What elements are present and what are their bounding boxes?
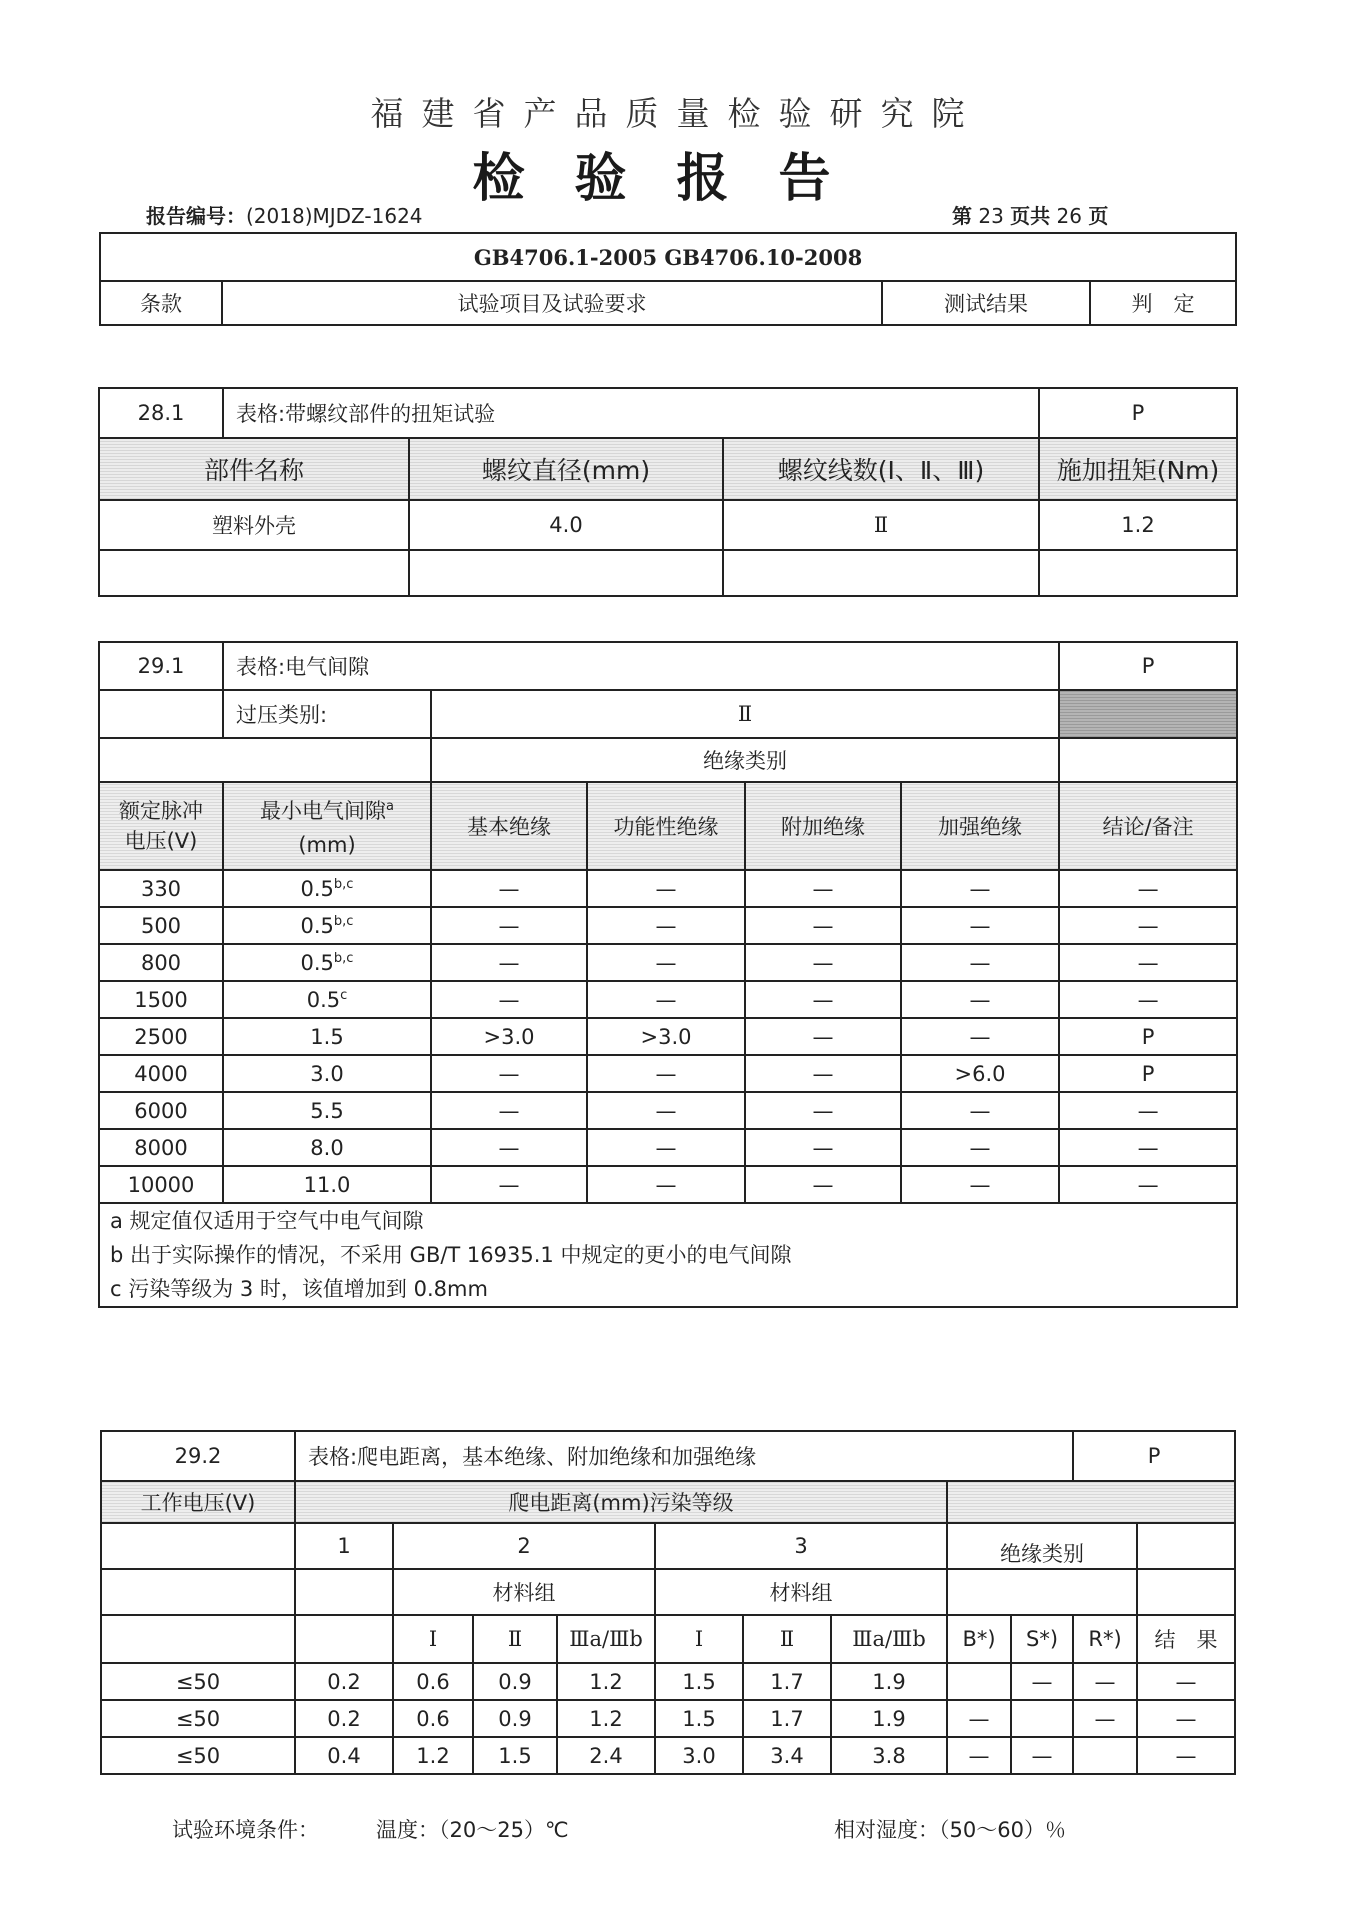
conclusion-value: — [1059, 870, 1237, 907]
reinforced-insulation-value: — [901, 1092, 1059, 1129]
pollution3-mg3: 3.8 [831, 1737, 947, 1774]
mg2-iii: Ⅲa/Ⅲb [557, 1615, 655, 1663]
supplementary-value: — [1011, 1663, 1073, 1700]
min-clearance: 5.5 [223, 1092, 431, 1129]
functional-insulation-value: — [587, 981, 745, 1018]
reinforced-value [1073, 1737, 1137, 1774]
conclusion-value: — [1059, 907, 1237, 944]
rated-voltage: 330 [99, 870, 223, 907]
torque-test-table [98, 387, 1238, 597]
header-reinforced-insulation: 加强绝缘 [901, 782, 1059, 870]
result-value: — [1137, 1700, 1235, 1737]
pollution2-mg2: 1.5 [473, 1737, 557, 1774]
material-group-3: 材料组 [655, 1569, 947, 1615]
header-functional-insulation: 功能性绝缘 [587, 782, 745, 870]
clause-29-2: 29.2 [101, 1431, 295, 1481]
basic-insulation-value: — [431, 944, 587, 981]
rated-voltage: 1500 [99, 981, 223, 1018]
conclusion-value: — [1059, 1129, 1237, 1166]
pollution1-value: 0.2 [295, 1663, 393, 1700]
basic-value [947, 1663, 1011, 1700]
working-voltage: ≤50 [101, 1700, 295, 1737]
pollution3-mg1: 3.0 [655, 1737, 743, 1774]
supplementary-insulation-value: — [745, 981, 901, 1018]
pollution3-mg1: 1.5 [655, 1700, 743, 1737]
reinforced-insulation-value: >6.0 [901, 1055, 1059, 1092]
functional-insulation-value: — [587, 944, 745, 981]
pollution2-mg1: 1.2 [393, 1737, 473, 1774]
report-number-value: (2018)MJDZ-1624 [246, 204, 423, 228]
min-clearance: 11.0 [223, 1166, 431, 1203]
reinforced-insulation-value: — [901, 870, 1059, 907]
supplementary-value [1011, 1700, 1073, 1737]
table-row [99, 944, 1237, 981]
section-29-2-title: 表格:爬电距离，基本绝缘、附加绝缘和加强绝缘 [295, 1431, 1073, 1481]
pollution2-mg1: 0.6 [393, 1663, 473, 1700]
pollution3-mg1: 1.5 [655, 1663, 743, 1700]
section-28-1-verdict: P [1039, 388, 1237, 438]
organization-name: 福建省产品质量检验研究院 [370, 94, 983, 133]
functional-insulation-value: — [587, 1092, 745, 1129]
working-voltage: ≤50 [101, 1737, 295, 1774]
standard-header-table [99, 232, 1237, 326]
pollution3-mg3: 1.9 [831, 1663, 947, 1700]
conclusion-value: — [1059, 944, 1237, 981]
functional-insulation-value: — [587, 1055, 745, 1092]
pollution1-value: 0.2 [295, 1700, 393, 1737]
document-title: 检验报告 [472, 148, 881, 209]
col-item: 试验项目及试验要求 [222, 281, 882, 325]
header-basic-insulation: 基本绝缘 [431, 782, 587, 870]
pollution3-mg2: 1.7 [743, 1663, 831, 1700]
reinforced-insulation-value: — [901, 907, 1059, 944]
section-29-1-verdict: P [1059, 642, 1237, 690]
rated-voltage: 6000 [99, 1092, 223, 1129]
min-clearance: 3.0 [223, 1055, 431, 1092]
material-group-2: 材料组 [393, 1569, 655, 1615]
basic-insulation-value: — [431, 907, 587, 944]
header-s: S*) [1011, 1615, 1073, 1663]
page-total: 26 [1056, 204, 1082, 228]
conclusion-value: P [1059, 1055, 1237, 1092]
pollution2-mg3: 2.4 [557, 1737, 655, 1774]
insulation-type-label: 绝缘类别 [947, 1523, 1137, 1569]
basic-value: — [947, 1737, 1011, 1774]
pollution-degree-2: 2 [393, 1523, 655, 1569]
basic-insulation-value: — [431, 1129, 587, 1166]
functional-insulation-value: — [587, 870, 745, 907]
basic-value: — [947, 1700, 1011, 1737]
conclusion-value: — [1059, 981, 1237, 1018]
pollution1-value: 0.4 [295, 1737, 393, 1774]
thread-diameter: 4.0 [409, 500, 723, 550]
basic-insulation-value: >3.0 [431, 1018, 587, 1055]
pollution2-mg2: 0.9 [473, 1700, 557, 1737]
header-result: 结 果 [1137, 1615, 1235, 1663]
environment-humidity: 相对湿度：（50～60）％ [834, 1818, 1066, 1842]
section-29-2-verdict: P [1073, 1431, 1235, 1481]
header-r: R*) [1073, 1615, 1137, 1663]
note-c: c 污染等级为 3 时，该值增加到 0.8mm [110, 1277, 488, 1301]
pollution3-mg3: 1.9 [831, 1700, 947, 1737]
min-clearance: 0.5$^{b,c}$ [223, 870, 431, 907]
conclusion-value: — [1059, 1092, 1237, 1129]
pollution2-mg1: 0.6 [393, 1700, 473, 1737]
basic-insulation-value: — [431, 981, 587, 1018]
report-number [146, 200, 423, 229]
reinforced-value: — [1073, 1663, 1137, 1700]
reinforced-insulation-value: — [901, 1129, 1059, 1166]
col-verdict: 判 定 [1090, 281, 1236, 325]
page-prefix: 第 [952, 204, 972, 228]
creepage-table [100, 1430, 1236, 1775]
clause-28-1: 28.1 [99, 388, 223, 438]
reinforced-insulation-value: — [901, 981, 1059, 1018]
pollution-degree-3: 3 [655, 1523, 947, 1569]
header-working-voltage: 工作电压(V) [101, 1481, 295, 1523]
header-min-clearance: 最小电气间隙$^a$ (mm) [223, 782, 431, 870]
conclusion-value: P [1059, 1018, 1237, 1055]
note-a: a 规定值仅适用于空气中电气间隙 [110, 1209, 424, 1233]
mg3-i: Ⅰ [655, 1615, 743, 1663]
reinforced-insulation-value: — [901, 1166, 1059, 1203]
part-name: 塑料外壳 [99, 500, 409, 550]
supplementary-insulation-value: — [745, 944, 901, 981]
min-clearance: 0.5$^c$ [223, 981, 431, 1018]
rated-voltage: 500 [99, 907, 223, 944]
basic-insulation-value: — [431, 1055, 587, 1092]
page-suffix: 页 [1088, 204, 1109, 228]
header-conclusion: 结论/备注 [1059, 782, 1237, 870]
thread-count: Ⅱ [723, 500, 1039, 550]
min-clearance: 8.0 [223, 1129, 431, 1166]
header-b: B*) [947, 1615, 1011, 1663]
page-info [952, 200, 1108, 229]
pollution-degree-1: 1 [295, 1523, 393, 1569]
page-middle: 页共 [1010, 204, 1051, 228]
mg3-ii: Ⅱ [743, 1615, 831, 1663]
clearance-notes [99, 1203, 1237, 1307]
standard-text: GB4706.1-2005 GB4706.10-2008 [100, 233, 1236, 281]
report-number-label: 报告编号： [146, 204, 246, 228]
page-current: 23 [978, 204, 1004, 228]
supplementary-value: — [1011, 1737, 1073, 1774]
mg3-iii: Ⅲa/Ⅲb [831, 1615, 947, 1663]
mg2-i: Ⅰ [393, 1615, 473, 1663]
supplementary-insulation-value: — [745, 1129, 901, 1166]
environment-temperature: 温度：（20～25）℃ [376, 1818, 569, 1842]
basic-insulation-value: — [431, 1092, 587, 1129]
table-row [99, 907, 1237, 944]
reinforced-value: — [1073, 1700, 1137, 1737]
table-row [99, 981, 1237, 1018]
header-rated-voltage: 额定脉冲 电压(V) [99, 782, 223, 870]
table-row [99, 1092, 1237, 1129]
table-row [101, 1663, 1235, 1700]
conclusion-value: — [1059, 1166, 1237, 1203]
table-row [99, 1129, 1237, 1166]
functional-insulation-value: >3.0 [587, 1018, 745, 1055]
table-row [101, 1737, 1235, 1774]
pollution2-mg3: 1.2 [557, 1663, 655, 1700]
clause-29-1: 29.1 [99, 642, 223, 690]
supplementary-insulation-value: — [745, 1018, 901, 1055]
basic-insulation-value: — [431, 1166, 587, 1203]
overvoltage-value: Ⅱ [431, 690, 1059, 738]
pollution3-mg2: 1.7 [743, 1700, 831, 1737]
functional-insulation-value: — [587, 1129, 745, 1166]
table-row [99, 1166, 1237, 1203]
functional-insulation-value: — [587, 907, 745, 944]
functional-insulation-value: — [587, 1166, 745, 1203]
header-part-name: 部件名称 [99, 438, 409, 500]
header-creepage: 爬电距离(mm)污染等级 [295, 1481, 947, 1523]
mg2-ii: Ⅱ [473, 1615, 557, 1663]
result-value: — [1137, 1663, 1235, 1700]
rated-voltage: 4000 [99, 1055, 223, 1092]
table-row [99, 1055, 1237, 1092]
applied-torque: 1.2 [1039, 500, 1237, 550]
basic-insulation-value: — [431, 870, 587, 907]
supplementary-insulation-value: — [745, 1092, 901, 1129]
reinforced-insulation-value: — [901, 944, 1059, 981]
table-row [99, 1018, 1237, 1055]
rated-voltage: 2500 [99, 1018, 223, 1055]
pollution3-mg2: 3.4 [743, 1737, 831, 1774]
table-row [99, 870, 1237, 907]
rated-voltage: 8000 [99, 1129, 223, 1166]
header-supplementary-insulation: 附加绝缘 [745, 782, 901, 870]
min-clearance: 0.5$^{b,c}$ [223, 944, 431, 981]
working-voltage: ≤50 [101, 1663, 295, 1700]
supplementary-insulation-value: — [745, 907, 901, 944]
insulation-type-header: 绝缘类别 [431, 738, 1059, 782]
header-thread-count: 螺纹线数(Ⅰ、Ⅱ、Ⅲ) [723, 438, 1039, 500]
min-clearance: 1.5 [223, 1018, 431, 1055]
pollution2-mg2: 0.9 [473, 1663, 557, 1700]
supplementary-insulation-value: — [745, 870, 901, 907]
col-clause: 条款 [100, 281, 222, 325]
rated-voltage: 10000 [99, 1166, 223, 1203]
header-thread-diameter: 螺纹直径(mm) [409, 438, 723, 500]
clearance-table [98, 641, 1238, 1308]
header-torque: 施加扭矩(Nm) [1039, 438, 1237, 500]
supplementary-insulation-value: — [745, 1055, 901, 1092]
table-row [101, 1700, 1235, 1737]
col-result: 测试结果 [882, 281, 1090, 325]
pollution2-mg3: 1.2 [557, 1700, 655, 1737]
overvoltage-label: 过压类别: [223, 690, 431, 738]
environment-label: 试验环境条件： [172, 1818, 319, 1842]
section-29-1-title: 表格:电气间隙 [223, 642, 1059, 690]
result-value: — [1137, 1737, 1235, 1774]
section-28-1-title: 表格:带螺纹部件的扭矩试验 [223, 388, 1039, 438]
reinforced-insulation-value: — [901, 1018, 1059, 1055]
note-b: b 出于实际操作的情况，不采用 GB/T 16935.1 中规定的更小的电气间隙 [110, 1243, 792, 1267]
rated-voltage: 800 [99, 944, 223, 981]
min-clearance: 0.5$^{b,c}$ [223, 907, 431, 944]
supplementary-insulation-value: — [745, 1166, 901, 1203]
